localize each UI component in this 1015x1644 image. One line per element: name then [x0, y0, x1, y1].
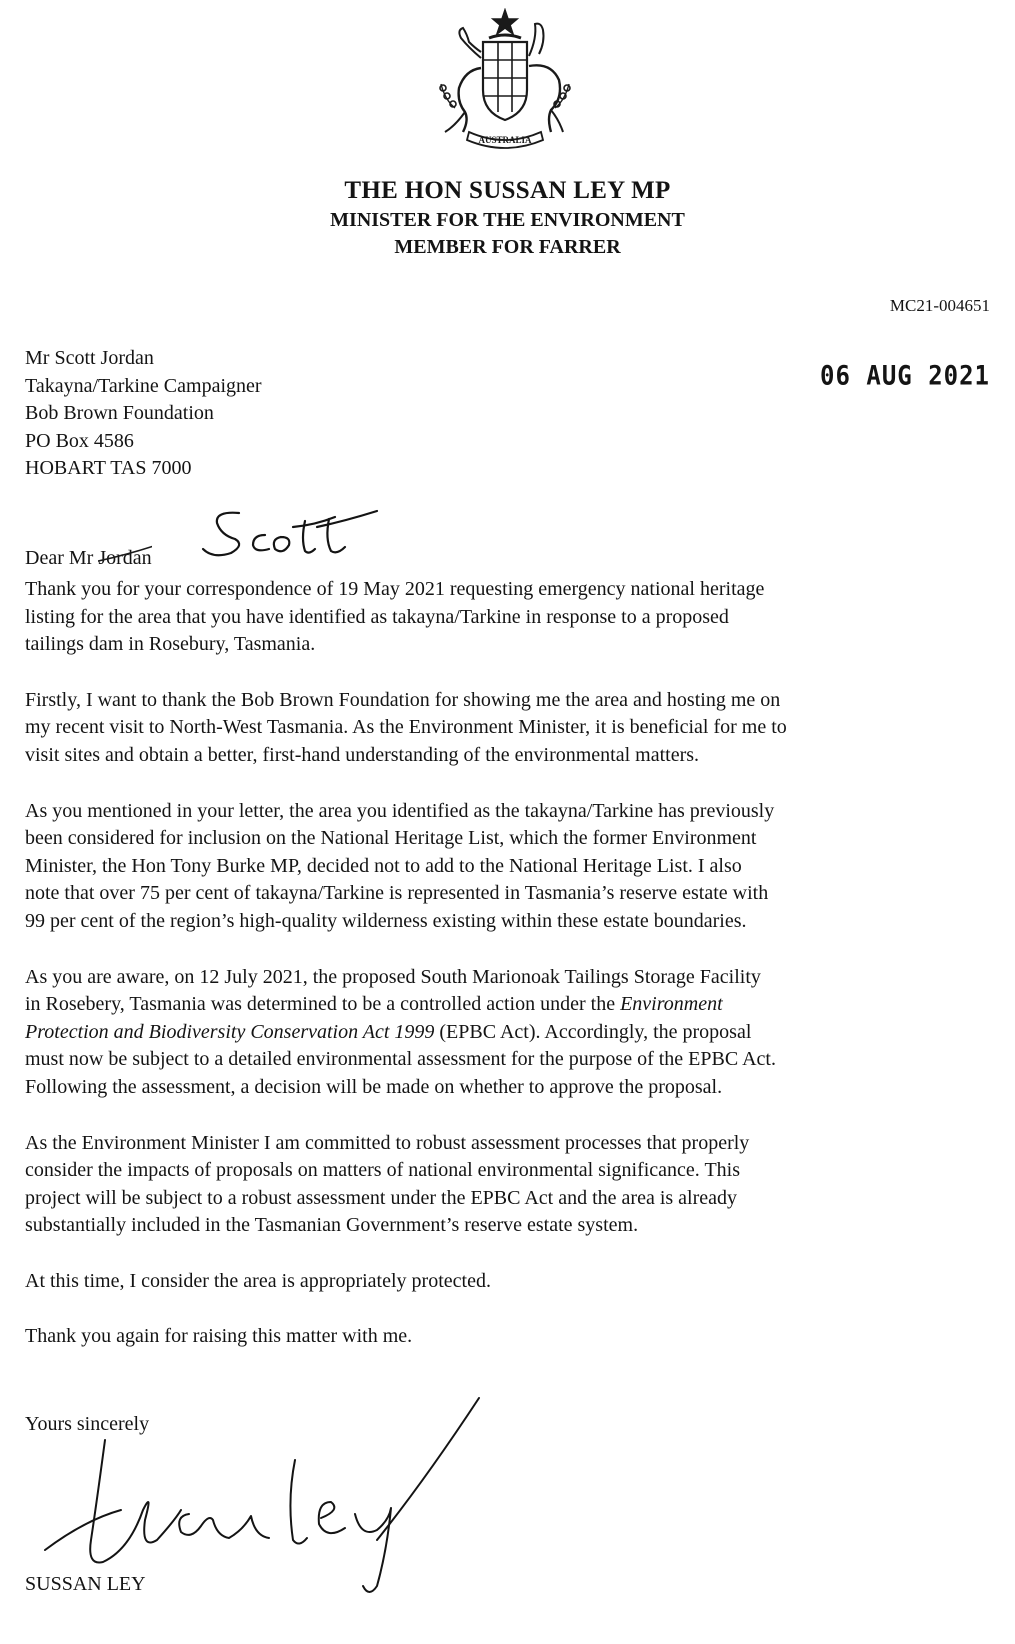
strike-through-mark: [98, 541, 151, 571]
coat-of-arms-icon: [425, 8, 585, 168]
body-line: Firstly, I want to thank the Bob Brown Foundation for showing me the area and hosting me on: [25, 688, 781, 711]
body-line: in Rosebery, Tasmania was determined to be a controlled action under the Environment: [25, 993, 723, 1016]
address-line: Mr Scott Jordan: [25, 347, 154, 369]
body-line: visit sites and obtain a better, first-hand understanding of the environmental matters.: [25, 743, 700, 766]
body-line: As you are aware, on 12 July 2021, the proposed South Marionoak Tailings Storage Facility: [25, 965, 761, 988]
body-line: tailings dam in Rosebury, Tasmania.: [25, 633, 316, 656]
minister-role: MINISTER FOR THE ENVIRONMENT: [330, 209, 685, 231]
struck-surname: [98, 547, 151, 570]
body-line: 99 per cent of the region’s high-quality wilderness existing within these estate boundaries.: [25, 909, 747, 932]
body-line: As you mentioned in your letter, the area you identified as the takayna/Tarkine has previously: [25, 799, 775, 822]
body-line: consider the impacts of proposals on matters of national environmental significance. This: [25, 1159, 740, 1182]
date-stamp: 06 AUG 2021: [820, 360, 990, 392]
signatory-name: SUSSAN LEY: [25, 1573, 146, 1595]
body-line: must now be subject to a detailed environmental assessment for the purpose of the EPBC Act.: [25, 1048, 776, 1071]
body-line: project will be subject to a robust assessment under the EPBC Act and the area is already: [25, 1186, 738, 1209]
letter-body: [25, 576, 990, 1379]
minister-name: THE HON SUSSAN LEY MP: [344, 177, 671, 204]
body-line: Minister, the Hon Tony Burke MP, decided not to add to the National Heritage List. I also: [25, 854, 742, 877]
body-line: listing for the area that you have identified as takayna/Tarkine in response to a proposed: [25, 605, 729, 628]
closing-phrase: Yours sincerely: [25, 1413, 150, 1435]
address-line: Takayna/Tarkine Campaigner: [25, 374, 262, 397]
act-title-italic: Environment: [620, 993, 723, 1016]
act-title-italic: Protection and Biodiversity Conservation Act 1999: [25, 1020, 435, 1043]
body-line: been considered for inclusion on the National Heritage List, which the former Environment: [25, 827, 757, 850]
body-line: my recent visit to North-West Tasmania. As the Environment Minister, it is beneficial for me to: [25, 716, 787, 739]
address-line: HOBART TAS 7000: [25, 457, 192, 479]
surname-text: Jordan: [98, 547, 152, 569]
body-line: note that over 75 per cent of takayna/Tarkine is represented in Tasmania’s reserve estate with: [25, 882, 769, 905]
body-paragraph: [25, 798, 990, 936]
body-paragraph: [25, 964, 990, 1102]
body-line: Thank you for your correspondence of 19 May 2021 requesting emergency national heritage: [25, 578, 765, 600]
handwritten-first-name: [195, 505, 380, 565]
minister-seat: MEMBER FOR FARRER: [394, 236, 621, 258]
body-line: Following the assessment, a decision will be made on whether to approve the proposal.: [25, 1075, 723, 1098]
body-paragraph: [25, 1130, 990, 1240]
body-line: As the Environment Minister I am committed to robust assessment processes that properly: [25, 1131, 750, 1154]
address-line: PO Box 4586: [25, 429, 134, 452]
body-line: Thank you again for raising this matter with me.: [25, 1325, 413, 1348]
body-paragraph: [25, 1323, 990, 1351]
body-paragraph: [25, 687, 990, 770]
body-line: At this time, I consider the area is appropriately protected.: [25, 1269, 491, 1292]
salutation: [25, 547, 152, 570]
body-paragraph: [25, 1268, 990, 1296]
reference-number: MC21-004651: [889, 296, 990, 315]
crest-scroll-text: AUSTRALIA: [478, 135, 532, 145]
handwritten-signature: [25, 1390, 495, 1600]
body-line: substantially included in the Tasmanian Government’s reserve estate system.: [25, 1214, 639, 1237]
address-line: Bob Brown Foundation: [25, 402, 214, 424]
recipient-address: [25, 345, 262, 483]
salutation-dear: Dear Mr: [25, 547, 99, 569]
body-paragraph: [25, 576, 990, 659]
body-line: Protection and Biodiversity Conservation Act 1999 (EPBC Act). Accordingly, the proposal: [25, 1020, 752, 1043]
